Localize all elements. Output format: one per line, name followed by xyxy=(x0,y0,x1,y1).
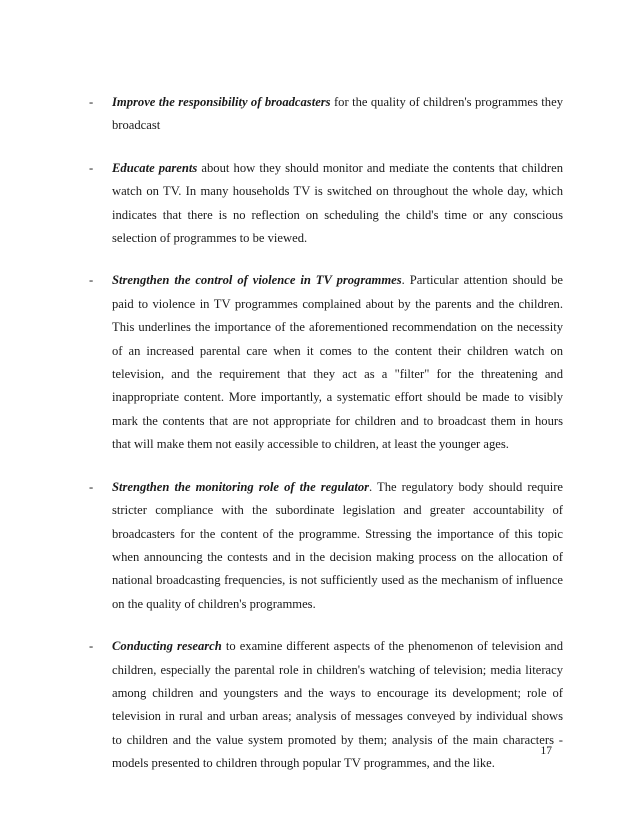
item-text: to examine different aspects of the phenomenon of television and children, especially the parental role in children's watching of television; media literacy among children and youngsters and the ways to encourage its development; role of television in rural and urban areas; analysis of messages conveyed by individual shows to children and the value system promoted by them; analysis of the main characters - models presented to children through popular TV programmes, and the like. xyxy=(112,639,563,771)
item-text: . Particular attention should be paid to violence in TV programmes complained about by the parents and the children. This underlines the importance of the aforementioned recommendation on the necessity of an increased parental care when it comes to the content their children watch on television, and the requirement that they act as a "filter" for the threatening and inappropriate content. More importantly, a systematic effort should be made to visibly mark the contents that are not appropriate for children and to broadcast them in hours that will make them not easily accessible to children, at least the younger ages. xyxy=(112,273,563,452)
list-item xyxy=(89,476,563,616)
recommendation-list xyxy=(89,91,563,795)
item-text: about how they should monitor and mediate the contents that children watch on TV. In many households TV is switched on throughout the whole day, which indicates that there is no reflection on scheduling the child's time or any conscious selection of programmes to be viewed. xyxy=(112,160,563,246)
bullet-dash: - xyxy=(89,639,94,654)
list-item xyxy=(89,157,563,251)
item-lead: Strengthen the control of violence in TV programmes xyxy=(112,273,402,288)
list-item xyxy=(89,91,563,138)
item-text: . The regulatory body should require stricter compliance with the subordinate legislation and greater accountability of broadcasters for the content of the programme. Stressing the importance of this topic when announcing the contests and in the decision making process on the allocation of national broadcasting frequencies, is not sufficiently used as the mechanism of influence on the quality of children's programmes. xyxy=(112,479,563,611)
page-number: 17 xyxy=(540,745,552,757)
item-lead: Educate parents xyxy=(112,160,198,175)
bullet-dash: - xyxy=(89,95,94,109)
item-lead: Improve the responsibility of broadcasters xyxy=(112,95,331,109)
list-item xyxy=(89,269,563,456)
bullet-dash: - xyxy=(89,160,94,175)
item-text: for the quality of children's programmes they broadcast xyxy=(112,95,563,133)
item-lead: Strengthen the monitoring role of the regulator xyxy=(112,479,370,494)
bullet-dash: - xyxy=(89,479,94,494)
bullet-dash: - xyxy=(89,273,94,288)
list-item xyxy=(89,635,563,775)
item-lead: Conducting research xyxy=(112,639,222,654)
